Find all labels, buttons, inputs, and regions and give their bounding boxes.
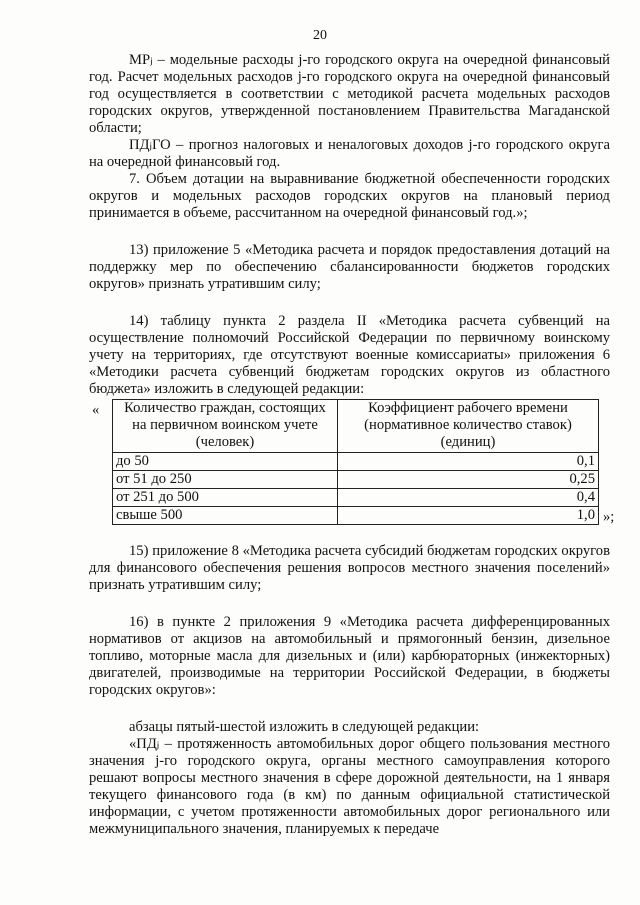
paragraph-item-13: 13) приложение 5 «Методика расчета и порядок предоставления дотаций на поддержку мер по обеспечению сбалансированности бюджетов городских округов» признать утратившим силу; [89, 242, 610, 292]
table-open-quote: « [92, 402, 100, 418]
paragraph-item-14: 14) таблицу пункта 2 раздела II «Методика расчета субвенций на осуществление полномочий Российской Федерации по первичному воинскому учету на территориях, где отсутствуют военные комиссариаты» приложения 6 «Методики расчета субвенций бюджетам городских округов из областного бюджета» изложить в следующей редакции: [89, 313, 610, 397]
coefficient-table [112, 399, 599, 525]
table-row [113, 471, 599, 489]
paragraph-pd-definition: «ПДⱼ – протяженность автомобильных дорог общего пользования местного значения j-го городского округа, органы местного самоуправления которого решают вопросы местного значения в сфере дорожной деятельности, на 1 января текущего финансового года (в км) по данным официальной статистической информации, с учетом протяженности автомобильных дорог регионального или межмуниципального значения, планируемых к передаче [89, 736, 610, 837]
table-cell-range: до 50 [113, 453, 338, 471]
table-cell-value: 0,1 [338, 453, 599, 471]
paragraph-item-15: 15) приложение 8 «Методика расчета субсидий бюджетам городских округов для финансового обеспечения решения вопросов местного значения поселений» признать утратившим силу; [89, 543, 610, 593]
page-number: 20 [313, 28, 327, 43]
paragraph-replace-note: абзацы пятый-шестой изложить в следующей редакции: [129, 719, 480, 735]
paragraph-mr-definition: МРⱼ – модельные расходы j-го городского округа на очередной финансовый год. Расчет модельных расходов j-го городского округа на очередной финансовый год осуществляется в соответствии с методикой расчета модельных расходов городских округов, утвержденной постановлением Правительства Магаданской области; [89, 52, 610, 136]
table-close-quote: »; [603, 509, 615, 525]
table-cell-range: свыше 500 [113, 507, 338, 525]
paragraph-pd-go-definition: ПДⱼГО – прогноз налоговых и неналоговых доходов j-го городского округа на очередной финансовый год. [89, 137, 610, 170]
table-header-col1: Количество граждан, состоящих на первичном воинском учете (человек) [113, 400, 338, 453]
table-header-row [113, 400, 599, 453]
table-cell-range: от 251 до 500 [113, 489, 338, 507]
table-row [113, 507, 599, 525]
table-header-col2: Коэффициент рабочего времени (нормативное количество ставок) (единиц) [338, 400, 599, 453]
block-model-expenses [89, 52, 610, 398]
block-items-15-16 [89, 543, 610, 838]
table-row [113, 453, 599, 471]
table-cell-value: 0,25 [338, 471, 599, 489]
table-cell-value: 0,4 [338, 489, 599, 507]
paragraph-item-16: 16) в пункте 2 приложения 9 «Методика расчета дифференцированных нормативов от акцизов на автомобильный и прямогонный бензин, дизельное топливо, моторные масла для дизельных и (или) карбюраторных (инжекторных) двигателей, производимые на территории Российской Федерации, в бюджеты городских округов»: [89, 614, 610, 698]
table-row [113, 489, 599, 507]
table-cell-value: 1,0 [338, 507, 599, 525]
table-cell-range: от 51 до 250 [113, 471, 338, 489]
paragraph-item-7: 7. Объем дотации на выравнивание бюджетной обеспеченности городских округов и модельных расходов городских округов на плановый период принимается в объеме, рассчитанном на очередной финансовый год.»; [89, 171, 610, 221]
